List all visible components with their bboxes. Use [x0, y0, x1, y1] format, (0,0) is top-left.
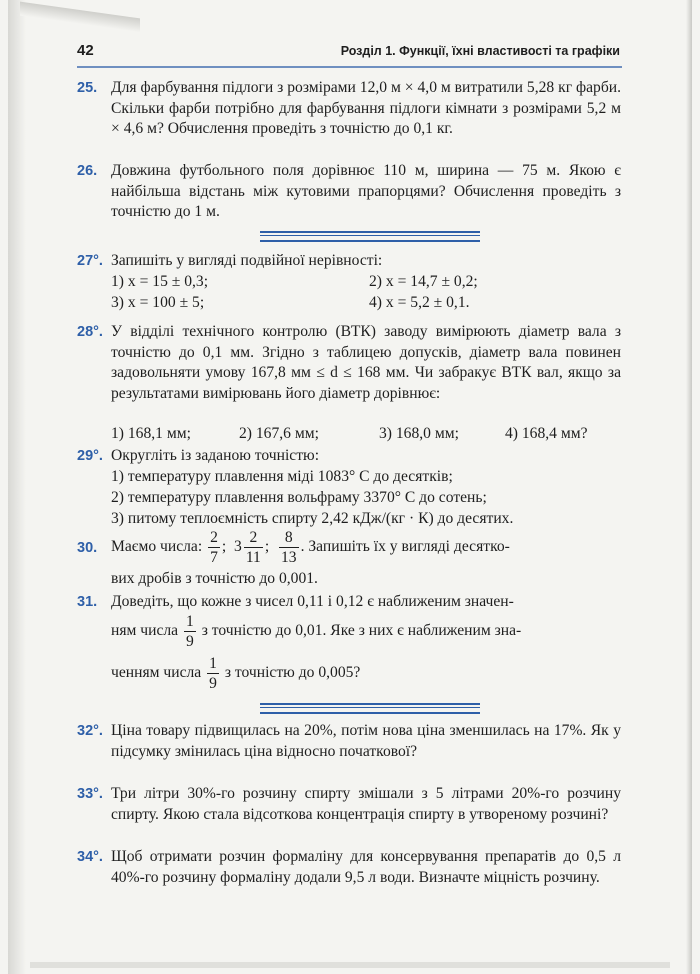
exercise-text: Маємо числа:: [111, 538, 203, 556]
answer-option: 2) 167,6 мм;: [239, 425, 319, 442]
exercise-number: 26.: [77, 163, 98, 179]
answer-option: 4) x = 5,2 ± 0,1.: [369, 294, 470, 311]
exercise-number: 34°.: [77, 849, 103, 865]
exercise-text: Для фарбування підлоги з розмірами 12,0 м × 4,0 м витратили 5,28 кг фарби. Скільки фарби потрібно для фарбування підлоги кімнати з розмірами 5,2 м × 4,6 м? Обчислення проведіть з точністю до 0,1 кг.: [111, 79, 621, 137]
mixed-number-whole: 3: [234, 538, 242, 556]
exercise-number: 32°.: [77, 723, 103, 739]
exercise-29: [77, 446, 622, 530]
list-item: 1) температуру плавлення міді 1083° С до десятків;: [111, 468, 453, 485]
exercise-text: Доведіть, що кожне з чисел 0,11 і 0,12 є наближеним значен-: [111, 593, 514, 610]
exercise-text: ченням числа: [111, 664, 202, 682]
exercise-text: Щоб отримати розчин формаліну для консервування препаратів до 0,5 л 40%-го розчину формаліну додали 9,5 л води. Визначте міцність розчину.: [111, 848, 621, 886]
exercise-33: [77, 784, 622, 846]
section-divider: [260, 231, 480, 242]
exercise-text: Довжина футбольного поля дорівнює 110 м, ширина — 75 м. Якою є найбільша відстань між кутовими прапорцями? Обчислення проведіть з точністю до 1 м.: [111, 162, 621, 220]
exercise-number: 30.: [77, 540, 98, 556]
answer-option: 3) x = 100 ± 5;: [111, 294, 205, 311]
exercise-text: . Запишіть їх у вигляді десятко-: [300, 538, 510, 556]
answer-option: 1) x = 15 ± 0,3;: [111, 273, 209, 290]
exercise-26: [77, 161, 622, 223]
exercise-line: [111, 612, 521, 651]
exercise-31: [77, 592, 622, 702]
exercise-text: У відділі технічного контролю (ВТК) заводу вимірюють діаметр вала з точністю до 0,1 мм. Згідно з таблицею допусків, діаметр вала повинен задовольняти умову 167,8 мм ≤ d ≤ 168 мм. Чи забракує ВТК вал, якщо за результатами вимірювань його діаметр дорівнює:: [111, 323, 621, 402]
exercise-intro: Округліть із заданою точністю:: [111, 447, 320, 464]
exercise-number: 28°.: [77, 324, 103, 340]
exercise-number: 33°.: [77, 786, 103, 802]
exercise-text: ням числа: [111, 622, 179, 640]
page-shadow-bottom: [30, 962, 670, 968]
exercise-intro: Запишіть у вигляді подвійної нерівності:: [111, 252, 383, 269]
exercise-number: 29°.: [77, 448, 103, 464]
page-shadow-left: [8, 0, 26, 974]
page-shadow-right: [686, 0, 692, 974]
answer-option: 3) 168,0 мм;: [379, 425, 459, 442]
fraction: $\frac{1}{9}$: [209, 655, 217, 692]
exercise-27: [77, 251, 622, 315]
fraction: $\frac{2}{11}$: [245, 529, 261, 566]
exercise-number: 25.: [77, 80, 98, 96]
running-title: Розділ 1. Функції, їхні властивості та графіки: [340, 44, 620, 58]
exercise-number: 27°.: [77, 253, 103, 269]
answer-option: 1) 168,1 мм;: [111, 425, 191, 442]
answer-option: 4) 168,4 мм?: [505, 425, 588, 442]
fraction: $\frac{1}{9}$: [186, 613, 194, 650]
exercise-text: вих дробів з точністю до 0,001.: [111, 570, 318, 587]
section-divider: [260, 703, 480, 714]
exercise-text: з точністю до 0,01. Яке з них є наближеним зна-: [201, 622, 522, 640]
exercise-line: Маємо числа: $\frac{2}{7}$ ; 3 $\frac{2}{11}$ ; $\frac{8}{13}$ . Запишіть їх у вигляді десятко-: [111, 529, 510, 566]
exercise-text: Три літри 30%-го розчину спирту змішали з 5 літрами 20%-го розчину спирту. Якою стала відсоткова концентрація спирту в утвореному розчині?: [111, 785, 621, 823]
page-header: [77, 42, 620, 64]
exercise-30: [77, 528, 622, 590]
list-item: 3) питому теплоємність спирту 2,42 кДж/(кг · К) до десятих.: [111, 510, 514, 527]
exercise-25: [77, 78, 622, 160]
list-item: 2) температуру плавлення вольфраму 3370° С до сотень;: [111, 489, 487, 506]
fraction: $\frac{2}{7}$: [210, 529, 218, 566]
answer-option: 2) x = 14,7 ± 0,2;: [369, 273, 478, 290]
exercise-line: [111, 654, 360, 693]
page-curl-top: [20, 2, 140, 33]
header-rule: [77, 66, 622, 68]
exercise-text: з точністю до 0,005?: [224, 664, 361, 682]
exercise-34: [77, 847, 622, 909]
page-number: 42: [77, 42, 94, 59]
exercise-text: Ціна товару підвищилась на 20%, потім нова ціна зменшилась на 17%. Як у підсумку змінилась ціна відносно початкової?: [111, 722, 621, 760]
exercise-28: [77, 322, 622, 444]
fraction: $\frac{8}{13}$: [280, 529, 297, 566]
exercise-32: [77, 721, 622, 783]
exercise-number: 31.: [77, 594, 98, 610]
